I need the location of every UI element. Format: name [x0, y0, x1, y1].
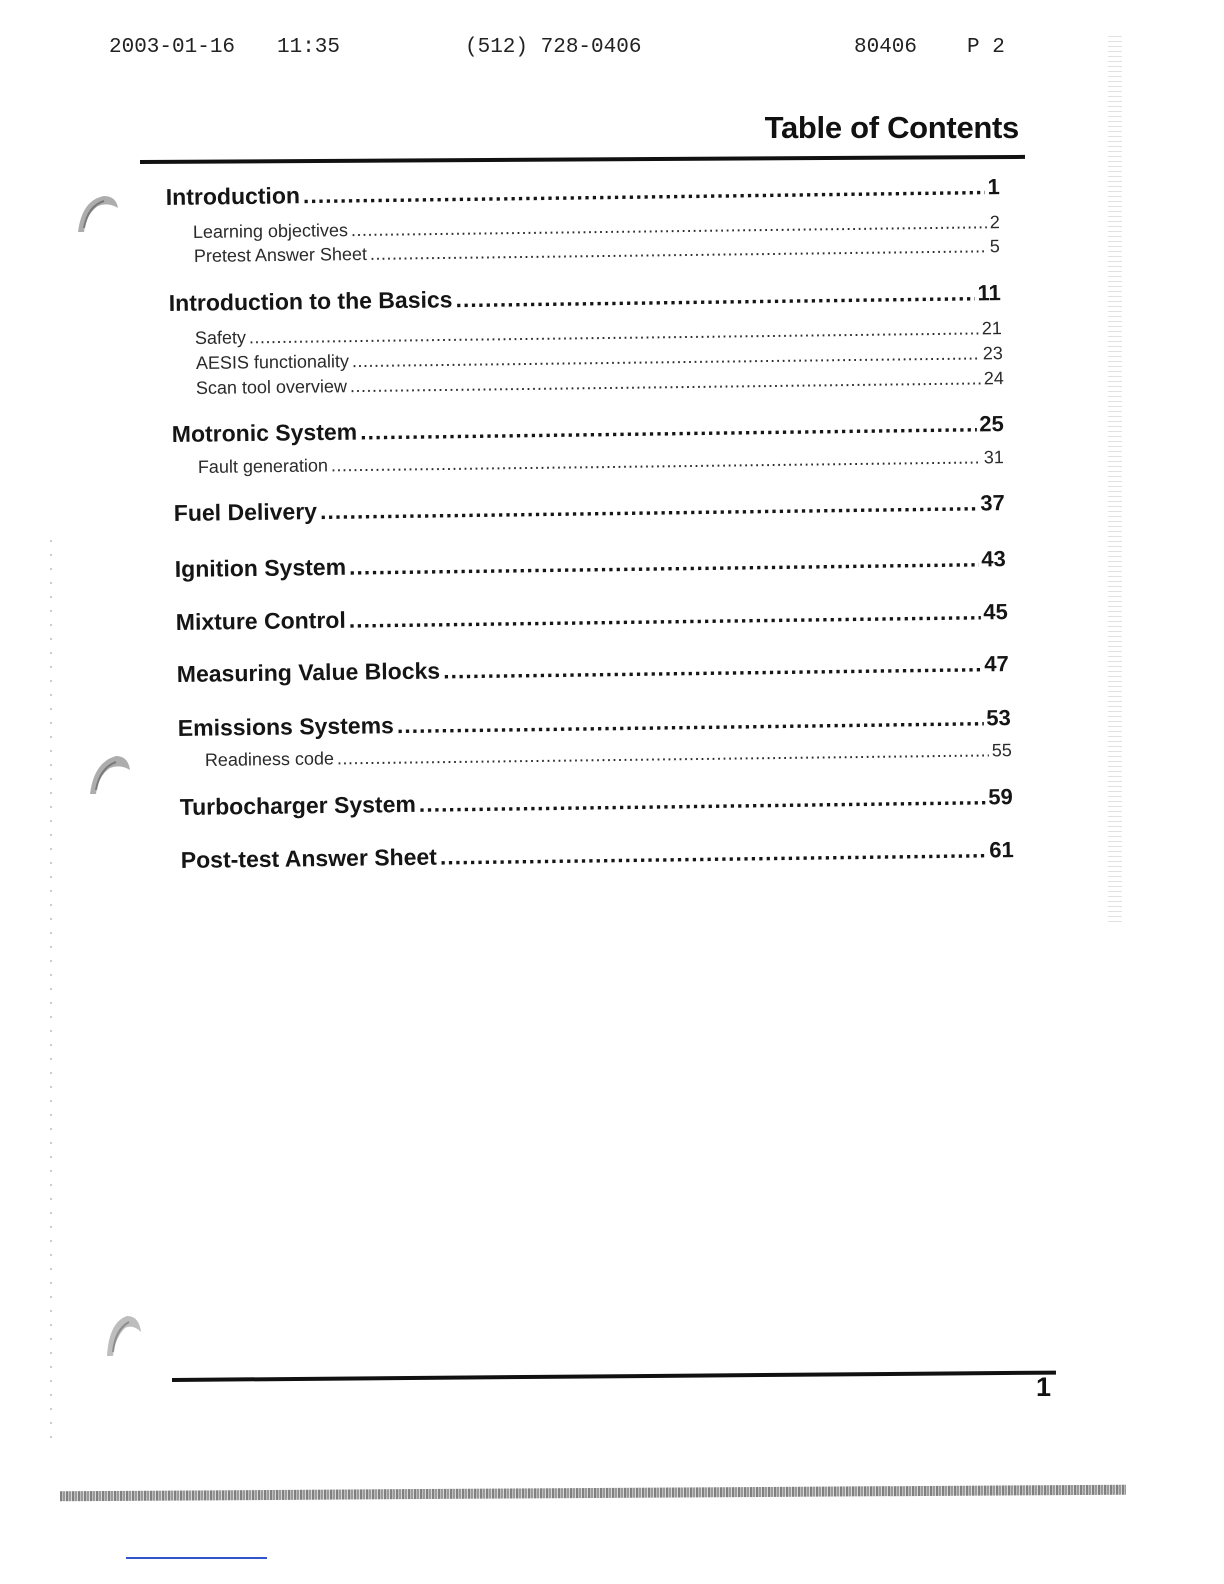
toc-entry-page: 11 — [977, 280, 1001, 306]
toc-entry-label: Scan tool overview — [195, 376, 348, 399]
toc-leader — [352, 343, 980, 372]
toc-entry-label: Safety — [194, 327, 247, 349]
toc-leader — [320, 489, 978, 525]
toc-entry-page: 53 — [986, 705, 1011, 731]
toc-leader — [397, 704, 984, 739]
toc-leader — [370, 236, 987, 265]
toc-leader — [360, 410, 976, 445]
toc-entry-page: 55 — [991, 740, 1012, 761]
toc-leader — [443, 650, 981, 684]
toc-entry-page: 21 — [981, 318, 1002, 339]
page-title: Table of Contents — [764, 110, 1019, 145]
toc-entry-label: Introduction — [165, 182, 301, 211]
toc-entry-fault-generation — [198, 447, 1004, 478]
toc-entry-page: 59 — [988, 784, 1013, 810]
toc-entry-fuel-delivery — [174, 489, 1005, 527]
binder-hole-mark — [86, 752, 134, 798]
scan-bottom-strip — [60, 1485, 1126, 1502]
toc-entry-mixture-control — [176, 598, 1008, 636]
toc-entry-label: Fuel Delivery — [173, 498, 318, 527]
toc-entry-page: 61 — [989, 837, 1014, 863]
binder-hole-mark — [103, 1312, 145, 1360]
toc-entry-introduction — [166, 173, 1000, 211]
binder-hole-mark — [74, 192, 122, 236]
toc-entry-page: 47 — [984, 651, 1009, 677]
toc-leader — [331, 447, 981, 476]
toc-entry-label: AESIS functionality — [195, 351, 350, 374]
toc-entry-scan-tool-overview — [196, 368, 1004, 399]
scan-edge-noise — [50, 540, 52, 1440]
toc-entry-motronic-system — [172, 410, 1004, 448]
toc-entry-label: Ignition System — [174, 553, 347, 583]
toc-entry-measuring-value-blocks — [177, 650, 1009, 688]
footer-page-number: 1 — [1036, 1372, 1052, 1402]
toc-entry-label: Emissions Systems — [177, 712, 395, 742]
toc-entry-page: 24 — [983, 368, 1004, 389]
toc-entry-ignition-system — [175, 545, 1006, 583]
toc-entry-page: 45 — [983, 599, 1008, 625]
toc-entry-label: Mixture Control — [175, 606, 346, 636]
fax-date: 2003-01-16 — [109, 36, 236, 59]
toc-leader — [303, 173, 985, 209]
toc-entry-turbocharger-system — [180, 783, 1013, 821]
toc-entry-label: Measuring Value Blocks — [176, 657, 441, 688]
toc-entry-page: 43 — [981, 546, 1006, 572]
toc-leader — [349, 545, 979, 580]
toc-entry-page: 1 — [987, 174, 1000, 200]
toc-entry-page: 37 — [980, 490, 1005, 516]
toc-entry-emissions-systems — [178, 704, 1011, 742]
toc-leader — [350, 368, 981, 397]
toc-entry-label: Motronic System — [171, 418, 358, 448]
toc-entry-label: Turbocharger System — [179, 790, 416, 821]
toc-leader — [440, 836, 987, 870]
blue-mark — [126, 1557, 267, 1559]
toc-entry-post-test-answer-sheet — [181, 836, 1014, 874]
toc-entry-label: Fault generation — [197, 455, 329, 478]
toc-entry-label: Learning objectives — [192, 220, 349, 243]
toc-entry-label: Readiness code — [204, 748, 335, 771]
toc-entry-page: 5 — [989, 236, 1000, 257]
toc-entry-readiness-code — [205, 740, 1012, 771]
toc-entry-page: 23 — [982, 343, 1003, 364]
toc-entry-label: Post-test Answer Sheet — [180, 843, 438, 874]
fax-page: P 2 — [967, 36, 1005, 59]
toc-entry-label: Introduction to the Basics — [168, 286, 453, 317]
scan-edge-noise — [1108, 36, 1122, 926]
fax-id: 80406 — [854, 36, 918, 59]
toc-leader — [455, 279, 974, 313]
fax-phone: (512) 728-0406 — [465, 36, 642, 59]
toc-leader — [337, 740, 989, 769]
toc-entry-introduction-to-the-basics — [169, 279, 1001, 317]
toc-entry-page: 25 — [979, 411, 1004, 437]
toc-leader — [349, 598, 981, 633]
footer-rule — [172, 1371, 1056, 1382]
fax-time: 11:35 — [277, 36, 341, 59]
toc-entry-page: 2 — [989, 212, 1000, 233]
toc-leader — [419, 783, 986, 817]
toc-entry-page: 31 — [983, 447, 1004, 468]
toc-entry-label: Pretest Answer Sheet — [193, 243, 368, 267]
